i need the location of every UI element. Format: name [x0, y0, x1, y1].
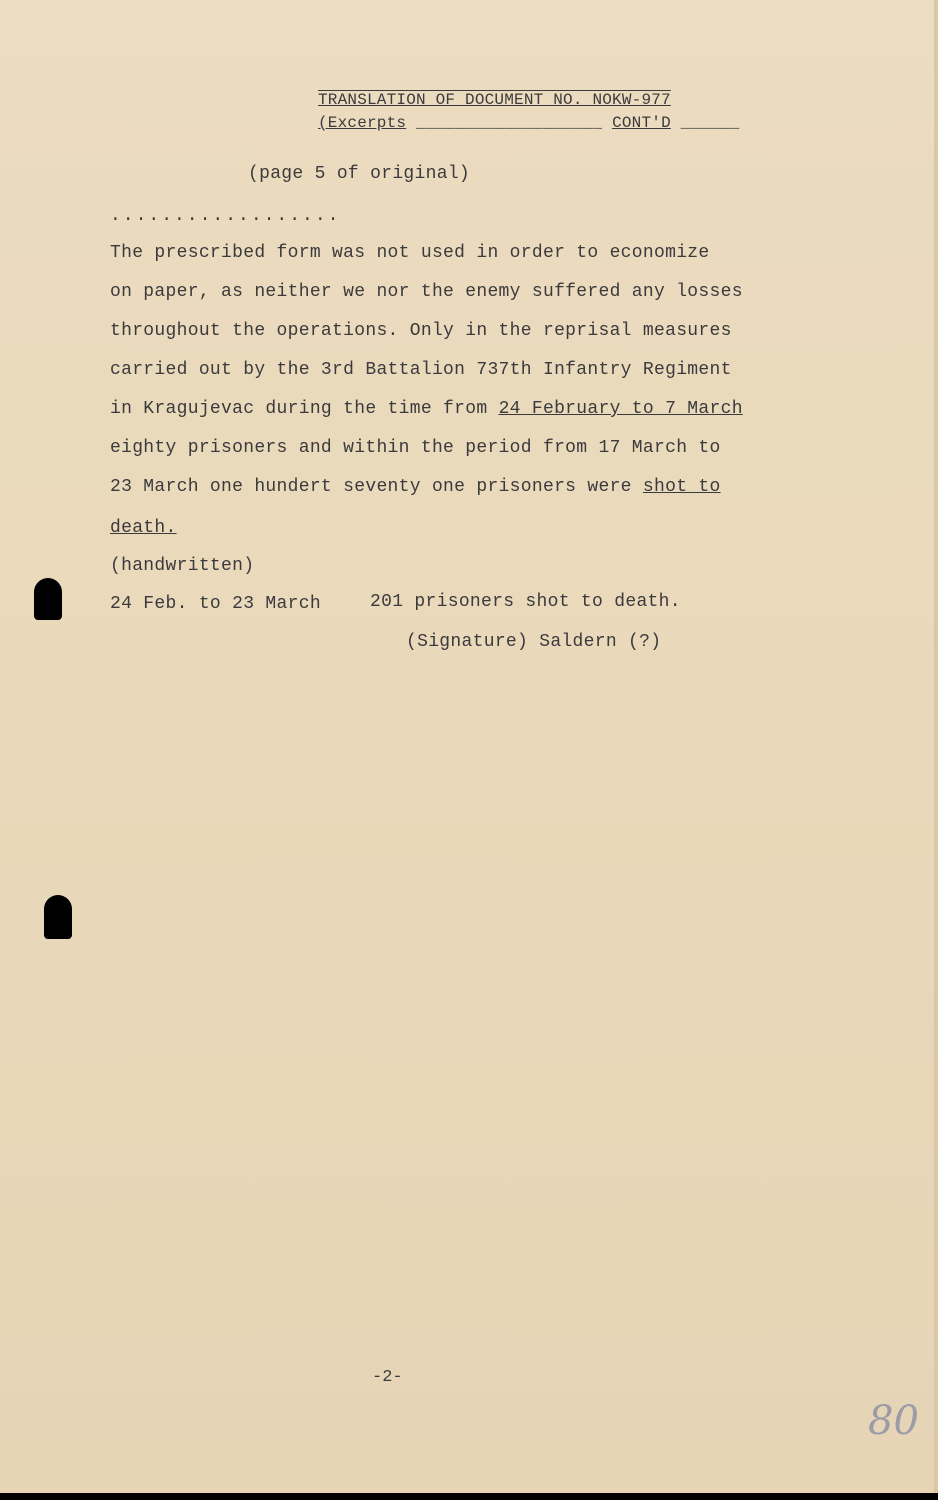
body-line-3: throughout the operations. Only in the reprisal measures — [110, 321, 732, 341]
body-line-6: eighty prisoners and within the period from 17 March to — [110, 438, 721, 458]
body-line-2: on paper, as neither we nor the enemy suffered any losses — [110, 282, 743, 302]
handwritten-dates: 24 Feb. to 23 March — [110, 594, 321, 614]
underlined-dates: 24 February to 7 March — [498, 399, 743, 419]
body-line-7 — [110, 477, 721, 497]
excerpts-label: (Excerpts — [318, 114, 407, 132]
punch-hole — [44, 895, 72, 939]
document-subtitle: (Excerpts ___________________ CONT'D ______ — [318, 114, 740, 132]
contd-label: CONT'D — [612, 114, 671, 132]
body-line-8: death. — [110, 518, 177, 538]
handwritten-note: 201 prisoners shot to death. — [370, 592, 681, 612]
page-number: -2- — [372, 1368, 403, 1387]
body-line-4: carried out by the 3rd Battalion 737th Infantry Regiment — [110, 360, 732, 380]
omission-dots: .................. — [110, 206, 341, 226]
signature: (Signature) Saldern (?) — [406, 632, 662, 652]
margin-mark: 80 — [868, 1398, 919, 1444]
handwritten-label: (handwritten) — [110, 556, 255, 576]
body-line-5-text: in Kragujevac during the time from — [110, 399, 499, 419]
underlined-shot-to: shot to — [642, 477, 721, 497]
page-reference: (page 5 of original) — [248, 164, 471, 184]
punch-hole — [34, 578, 62, 620]
page-edge — [934, 0, 938, 1500]
body-line-5 — [110, 399, 743, 419]
body-line-1: The prescribed form was not used in order to economize — [110, 243, 710, 263]
body-line-7-text: 23 March one hundert seventy one prisoners were — [110, 477, 643, 497]
scan-border — [0, 1493, 938, 1500]
document-title: TRANSLATION OF DOCUMENT NO. NOKW-977 — [318, 91, 671, 109]
